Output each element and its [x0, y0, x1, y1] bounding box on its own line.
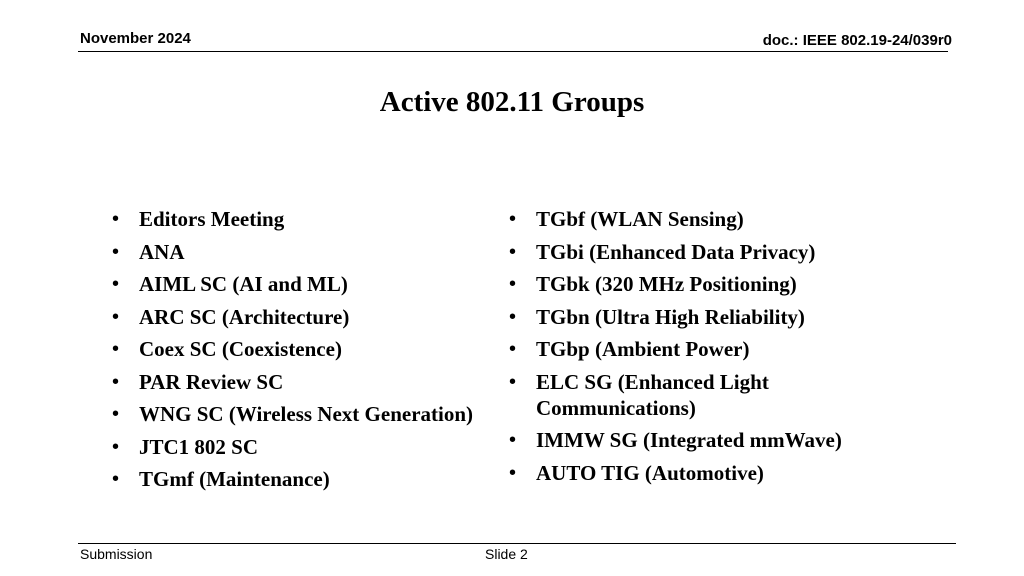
list-item-text: Editors Meeting: [139, 207, 285, 231]
list-item: [509, 460, 929, 486]
bullet-icon: •: [509, 273, 517, 295]
list-item: [509, 369, 929, 421]
bullet-icon: •: [509, 429, 517, 451]
bullet-icon: •: [112, 305, 120, 328]
footer-divider: [78, 543, 956, 544]
list-item-text: Coex SC (Coexistence): [139, 337, 342, 361]
bullet-icon: •: [112, 468, 120, 490]
bullet-icon: •: [509, 208, 517, 230]
list-item-text: ARC SC (Architecture): [139, 304, 350, 329]
right-bullet-list: [509, 206, 929, 492]
list-item-text: IMMW SG (Integrated mmWave): [536, 428, 842, 452]
left-bullet-list: [112, 206, 507, 499]
bullet-icon: •: [112, 338, 120, 360]
header-date: November 2024: [80, 30, 191, 47]
list-item-text: TGbf (WLAN Sensing): [536, 207, 744, 231]
list-item-text: TGbk (320 MHz Positioning): [536, 272, 797, 296]
list-item: [112, 336, 507, 362]
list-item-text: JTC1 802 SC: [139, 434, 259, 459]
list-item: [509, 239, 929, 265]
bullet-icon: •: [509, 370, 517, 393]
list-item: [112, 369, 507, 395]
bullet-icon: •: [112, 370, 120, 393]
list-item: [112, 206, 507, 232]
bullet-icon: •: [112, 208, 120, 230]
slide-number: Slide 2: [485, 546, 528, 562]
list-item: [509, 427, 929, 453]
list-item-text: TGbn (Ultra High Reliability): [536, 304, 805, 329]
bullet-icon: •: [112, 273, 120, 295]
list-item: [509, 206, 929, 232]
list-item-text: AUTO TIG (Automotive): [536, 460, 764, 485]
list-item: [509, 336, 929, 362]
header-doc-id: doc.: IEEE 802.19-24/039r0: [762, 32, 952, 49]
list-item-text: PAR Review SC: [139, 369, 284, 394]
list-item-text: WNG SC (Wireless Next Generation): [139, 402, 474, 426]
list-item-text: ELC SG (Enhanced Light Communications): [536, 369, 769, 420]
list-item: [112, 304, 507, 330]
footer-submission: Submission: [80, 546, 153, 562]
list-item: [509, 304, 929, 330]
slide-title: Active 802.11 Groups: [379, 86, 645, 118]
list-item-text: TGbp (Ambient Power): [536, 337, 750, 361]
list-item: [112, 239, 507, 265]
bullet-icon: •: [112, 435, 120, 458]
bullet-icon: •: [509, 240, 517, 263]
list-item: [112, 434, 507, 460]
list-item: [112, 466, 507, 492]
list-item-text: TGbi (Enhanced Data Privacy): [536, 239, 816, 264]
bullet-icon: •: [509, 338, 517, 360]
list-item: [112, 401, 507, 427]
bullet-icon: •: [509, 461, 517, 484]
list-item-text: AIML SC (AI and ML): [139, 272, 348, 296]
list-item: [509, 271, 929, 297]
list-item: [112, 271, 507, 297]
list-item-text: TGmf (Maintenance): [139, 467, 330, 491]
bullet-icon: •: [112, 240, 120, 263]
bullet-icon: •: [112, 403, 120, 425]
list-item-text: ANA: [139, 239, 185, 264]
bullet-icon: •: [509, 305, 517, 328]
header-divider: [78, 51, 948, 52]
